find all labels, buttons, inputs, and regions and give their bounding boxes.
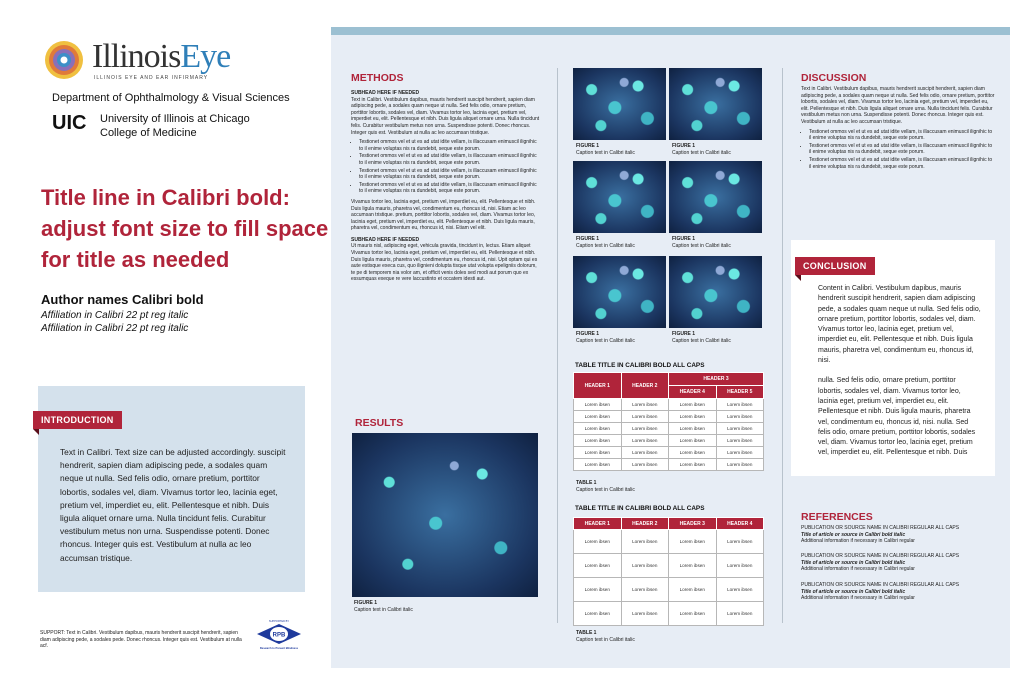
table-cell: Lorem ibsen (716, 459, 764, 471)
figure-image (669, 256, 762, 328)
figure-caption: Caption text in Calibri italic (576, 149, 635, 156)
table-cell: Lorem ibsen (574, 423, 622, 435)
author-names: Author names Calibri bold (41, 292, 204, 307)
table-header: HEADER 1 (574, 518, 622, 530)
table-row (574, 435, 764, 447)
reference-source: PUBLICATION OR SOURCE NAME IN CALIBRI REGULAR ALL CAPS (801, 553, 960, 559)
results-microscopy-image (352, 433, 538, 597)
table-cell: Lorem ibsen (574, 530, 622, 554)
table-cell: Lorem ibsen (716, 411, 764, 423)
table-cell: Lorem ibsen (716, 530, 764, 554)
table-cell: Lorem ibsen (574, 578, 622, 602)
table-cell: Lorem ibsen (574, 459, 622, 471)
table-header: HEADER 4 (716, 518, 764, 530)
figure-caption: Caption text in Calibri italic (672, 337, 731, 344)
table-cell: Lorem ibsen (716, 602, 764, 626)
table-cell: Lorem ibsen (716, 423, 764, 435)
figure-label: FIGURE 1 (672, 236, 696, 242)
table-header: HEADER 2 (621, 373, 669, 399)
figure-caption: Caption text in Calibri italic (672, 242, 731, 249)
table-cell: Lorem ibsen (669, 435, 717, 447)
results-heading: RESULTS (355, 417, 404, 429)
table-cell: Lorem ibsen (621, 435, 669, 447)
table-header: HEADER 5 (716, 386, 764, 399)
methods-para-3: Ut mauris nisl, adipiscing eget, vehicula gravida, tincidunt in, lectus. Etiam aliquet Vivamus tortor leo, lacinia eget, pretium vel, imperdiet eu, elit. Pellentesque et nibh. Duis ligula mauris, pharetra vel, condimentum eu, rhoncus id, nisi. Upit optam qui es aute estisque execa cus, quo ilignieni dolupta tisque utat volupta epeligniis dolorum, te pe di temporem nia volor am, et officit venis doles sed modi aut porum quo ex essumquas exeque re vere laccustinto et occatem idesti aut. (351, 243, 538, 283)
table-cell: Lorem ibsen (574, 447, 622, 459)
logo-wordmark: IllinoisEye (92, 38, 231, 75)
table2-title: TABLE TITLE IN CALIBRI BOLD ALL CAPS (575, 505, 705, 512)
table-row (574, 459, 764, 471)
list-item: • Testionet ommos vel et ut es ad utat idite vellam, is illaccusam enimuscil ilignihic to il enime voluptas nis ra dundebit, seque este porum. (359, 153, 541, 166)
table-cell: Lorem ibsen (716, 435, 764, 447)
table-cell: Lorem ibsen (716, 578, 764, 602)
table-row (574, 578, 764, 602)
discussion-bullets (809, 129, 995, 171)
affiliation-1: Affiliation in Calibri 22 pt reg italic (41, 310, 189, 321)
figure-label: FIGURE 1 (354, 600, 378, 606)
results-caption (354, 600, 413, 613)
table-row (574, 530, 764, 554)
methods-para-1: Text in Calibri. Vestibulum dapibus, mauris hendrerit suscipit hendrerit, sapien diam adipiscing pede, a sodales quam neque ut nulla. Sed felis odio, ornare pretium, porttitor lobortis, sodales vel, diam. Vivamus tortor leo, lacinia eget, pretium vel, imperdiet eu, elit. Pellentesque et nibh. Duis ligula aliquet ornare urna. Nulla tincidunt felis. Curabitur vestibulum metus non urna. Suspendisse potenti. Donec rhoncus. Integer quis est. Vestibulum at nulla ac leo accumsan tristique. (351, 96, 540, 136)
introduction-heading: INTRODUCTION (33, 411, 122, 429)
column-divider (782, 68, 783, 623)
table-cell: Lorem ibsen (574, 602, 622, 626)
figure-caption-block (576, 236, 635, 249)
table-cell: Lorem ibsen (716, 447, 764, 459)
table-header: HEADER 4 (669, 386, 717, 399)
figure-caption-block (576, 331, 635, 344)
table1 (573, 372, 764, 471)
table-cell: Lorem ibsen (574, 411, 622, 423)
table-row (574, 554, 764, 578)
table-cell: Lorem ibsen (574, 435, 622, 447)
figure-caption-block (672, 236, 731, 249)
table-cell: Lorem ibsen (669, 399, 717, 411)
conclusion-para-1: Content in Calibri. Vestibulum dapibus, mauris hendrerit suscipit hendrerit, sapien diam adipiscing pede, a sodales quam neque ut nulla. Sed felis odio, ornare pretium, porttitor lobortis, sodales vel, diam. Vivamus tortor leo, lacinia eget, pretium vel, imperdiet eu, elit. Pellentesque et nibh. Duis ligula mauris, pharetra vel, condimentum eu, rhoncus id, nisi. (818, 285, 981, 365)
figure-label: FIGURE 1 (672, 331, 696, 337)
column-divider (557, 68, 558, 623)
list-item: • Testionet ommos vel et ut es ad utat idite vellam, is illaccusam enimuscil ilignihic to il enime voluptas nis ra dundebit, seque este porum. (359, 168, 541, 181)
figure-image (573, 256, 666, 328)
table-header: HEADER 2 (621, 518, 669, 530)
table-label: TABLE 1 (576, 480, 597, 486)
reference-item (801, 525, 996, 545)
discussion-body (801, 86, 995, 171)
figure-image (573, 161, 666, 233)
sunburst-logo-icon (44, 40, 84, 80)
figure-image (573, 68, 666, 140)
rpb-top: SUPPORTED BY (268, 620, 290, 623)
figure-label: FIGURE 1 (672, 143, 696, 149)
reference-source: PUBLICATION OR SOURCE NAME IN CALIBRI REGULAR ALL CAPS (801, 525, 960, 531)
figure-label: FIGURE 1 (576, 331, 600, 337)
methods-subhead-1: SUBHEAD HERE IF NEEDED (351, 90, 420, 96)
figure-caption-block (672, 143, 731, 156)
reference-article: Title of article or source in Calibri bold italic (801, 588, 906, 595)
figure-caption-block (672, 331, 731, 344)
illinois-eye-logo (44, 38, 244, 84)
table2 (573, 517, 764, 626)
table-row (574, 602, 764, 626)
table-cell: Lorem ibsen (669, 447, 717, 459)
table-cell: Lorem ibsen (621, 447, 669, 459)
table2-caption (576, 630, 635, 643)
list-item: • Testionet ommos vel et ut es ad utat idite vellam, is illaccusam enimuscil ilignihic to il enime voluptas nis ra dundebit, seque este porum. (809, 129, 995, 142)
table-cell: Lorem ibsen (621, 459, 669, 471)
introduction-text: Text in Calibri. Text size can be adjusted accordingly. suscipit hendrerit, sapien diam adipiscing pede, a sodales quam neque ut nulla. Sed felis odio, ornare pretium, porttitor lobortis, sodales vel, diam. Vivamus tortor leo, lacinia eget, pretium vel, imperdiet eu, elit. Pellentesque et nibh. Duis ligula aliquet ornare urna. Nulla tincidunt felis. Curabitur vestibulum metus non urna. Suspendisse potenti. Donec rhoncus. Integer quis est. Vestibulum at nulla ac leo accumsan tristique. (60, 447, 286, 563)
table-cell: Lorem ibsen (669, 530, 717, 554)
reference-item (801, 582, 996, 602)
methods-heading: METHODS (351, 72, 404, 84)
list-item: • Testionet ommos vel et ut es ad utat idite vellam, is illaccusam enimuscil ilignihic to il enime voluptas nis ra dundebit, seque este porum. (359, 139, 541, 152)
table1-title: TABLE TITLE IN CALIBRI BOLD ALL CAPS (575, 362, 705, 369)
affiliation-2: Affiliation in Calibri 22 pt reg italic (41, 323, 189, 334)
table-cell: Lorem ibsen (574, 399, 622, 411)
poster-title: Title line in Calibri bold: adjust font size to fill space for title as needed (41, 185, 329, 272)
figure-image (669, 161, 762, 233)
methods-body (351, 90, 541, 283)
table-cell: Lorem ibsen (669, 423, 717, 435)
table-caption: Caption text in Calibri italic (576, 486, 635, 493)
table-row (574, 411, 764, 423)
list-item: • Testionet ommos vel et ut es ad utat idite vellam, is illaccusam enimuscil ilignihic to il enime voluptas nis ra dundebit, seque este porum. (809, 157, 995, 170)
reference-article: Title of article or source in Calibri bold italic (801, 531, 906, 538)
table-cell: Lorem ibsen (669, 459, 717, 471)
figure-caption-block (576, 143, 635, 156)
conclusion-text (818, 284, 982, 459)
methods-subhead-2: SUBHEAD HERE IF NEEDED (351, 236, 420, 243)
table-cell: Lorem ibsen (621, 554, 669, 578)
methods-bullets (359, 139, 541, 195)
table-cell: Lorem ibsen (621, 578, 669, 602)
table-cell: Lorem ibsen (621, 411, 669, 423)
table-cell: Lorem ibsen (716, 399, 764, 411)
methods-para-2: Vivamus tortor leo, lacinia eget, pretium vel, imperdiet eu, elit. Pellentesque et nibh. Duis ligula mauris, pharetra vel, condimentum eu, rhoncus id, nisi. Etiam ac leo accumsan tristique. pretium, porttitor lobortis, sodales vel, diam. Vivamus tortor leo, lacinia eget, pretium vel, imperdiet eu, elit. Pellentesque et nibh. Duis ligula mauris, pharetra vel, condimentum eu, rhoncus id, nisi. Etiam vel elit. (351, 198, 536, 232)
table-cell: Lorem ibsen (716, 554, 764, 578)
reference-item (801, 553, 996, 573)
table-cell: Lorem ibsen (621, 602, 669, 626)
figure-caption: Caption text in Calibri italic (576, 242, 635, 249)
table-cell: Lorem ibsen (574, 554, 622, 578)
list-item: • Testionet ommos vel et ut es ad utat idite vellam, is illaccusam enimuscil ilignihic to il enime voluptas nis ra dundebit, seque este porum. (359, 182, 541, 195)
table-header: HEADER 3 (669, 518, 717, 530)
reference-info: Additional information if necessary in Calibri regular (801, 538, 915, 544)
table1-caption (576, 480, 635, 493)
rpb-mark: RPB (272, 632, 286, 639)
reference-source: PUBLICATION OR SOURCE NAME IN CALIBRI REGULAR ALL CAPS (801, 582, 960, 588)
university-block (100, 112, 250, 140)
table-header: HEADER 3 (669, 373, 764, 386)
reference-article: Title of article or source in Calibri bold italic (801, 559, 906, 566)
table-cell: Lorem ibsen (621, 399, 669, 411)
conclusion-para-2: nulla. Sed felis odio, ornare pretium, porttitor lobortis, sodales vel, diam. Vivamus tortor leo, lacinia eget, pretium vel, imperdiet eu, elit. Pellentesque et nibh. Duis ligula mauris, pharetra vel, condimentum eu, rhoncus id, nisi. nulla. Sed felis odio, ornare pretium, porttitor lobortis, sodales vel, diam. Vivamus tortor leo, lacinia eget, pretium vel, imperdiet eu, elit. Pellentesque et nibh. Duis (818, 377, 976, 457)
college-name: College of Medicine (100, 127, 197, 139)
reference-info: Additional information if necessary in Calibri regular (801, 595, 915, 601)
figure-image (669, 68, 762, 140)
table-row (574, 399, 764, 411)
table-row (574, 423, 764, 435)
references-heading: REFERENCES (801, 511, 873, 523)
table-cell: Lorem ibsen (669, 411, 717, 423)
table-cell: Lorem ibsen (621, 530, 669, 554)
panel-top-bar (331, 27, 1010, 35)
list-item: • Testionet ommos vel et ut es ad utat idite vellam, is illaccusam enimuscil ilignihic to il enime voluptas nis ra dundebit, seque este porum. (809, 143, 995, 156)
figure-label: FIGURE 1 (576, 143, 600, 149)
table-cell: Lorem ibsen (669, 578, 717, 602)
conclusion-heading: CONCLUSION (795, 257, 875, 275)
table-cell: Lorem ibsen (669, 602, 717, 626)
table-row (574, 447, 764, 459)
figure-caption: Caption text in Calibri italic (672, 149, 731, 156)
uic-mark: UIC (52, 112, 87, 134)
department-name: Department of Ophthalmology & Visual Sciences (52, 92, 290, 104)
table-cell: Lorem ibsen (621, 423, 669, 435)
table-header: HEADER 1 (574, 373, 622, 399)
support-text: SUPPORT: Text in Calibri. Vestibulum dapibus, mauris hendrerit suscipit hendrerit, sapien diam adipiscing pede, a sodales pede. Donec rhoncus. Integer quis est. Vestibulum at nulla acf. (40, 630, 242, 649)
table-label: TABLE 1 (576, 630, 597, 636)
discussion-para: Text in Calibri. Vestibulum dapibus, mauris hendrerit suscipit hendrerit, sapien diam adipiscing pede, a sodales quam neque ut nulla. Sed felis odio, ornare pretium, porttitor lobortis, sodales vel, diam. Vivamus tortor leo, lacinia eget, pretium vel, imperdiet eu, elit. Pellentesque et nibh. Duis ligula aliquet ornare urna. Nulla tincidunt felis. Curabitur vestibulum metus non urna. Suspendisse potenti. Donec rhoncus. Integer quis est. Vestibulum at nulla ac leo accumsan tristique. (801, 86, 995, 125)
figure-caption: Caption text in Calibri italic (576, 337, 635, 344)
figure-caption: Caption text in Calibri italic (354, 606, 413, 613)
reference-info: Additional information if necessary in Calibri regular (801, 566, 915, 572)
rpb-logo-icon (255, 618, 303, 650)
rpb-bottom: Research to Prevent Blindness (259, 647, 299, 650)
table-caption: Caption text in Calibri italic (576, 636, 635, 643)
university-name: University of Illinois at Chicago (100, 113, 250, 125)
figure-label: FIGURE 1 (576, 236, 600, 242)
table-cell: Lorem ibsen (669, 554, 717, 578)
logo-subtitle: ILLINOIS EYE AND EAR INFIRMARY (94, 75, 209, 81)
discussion-heading: DISCUSSION (801, 72, 867, 84)
